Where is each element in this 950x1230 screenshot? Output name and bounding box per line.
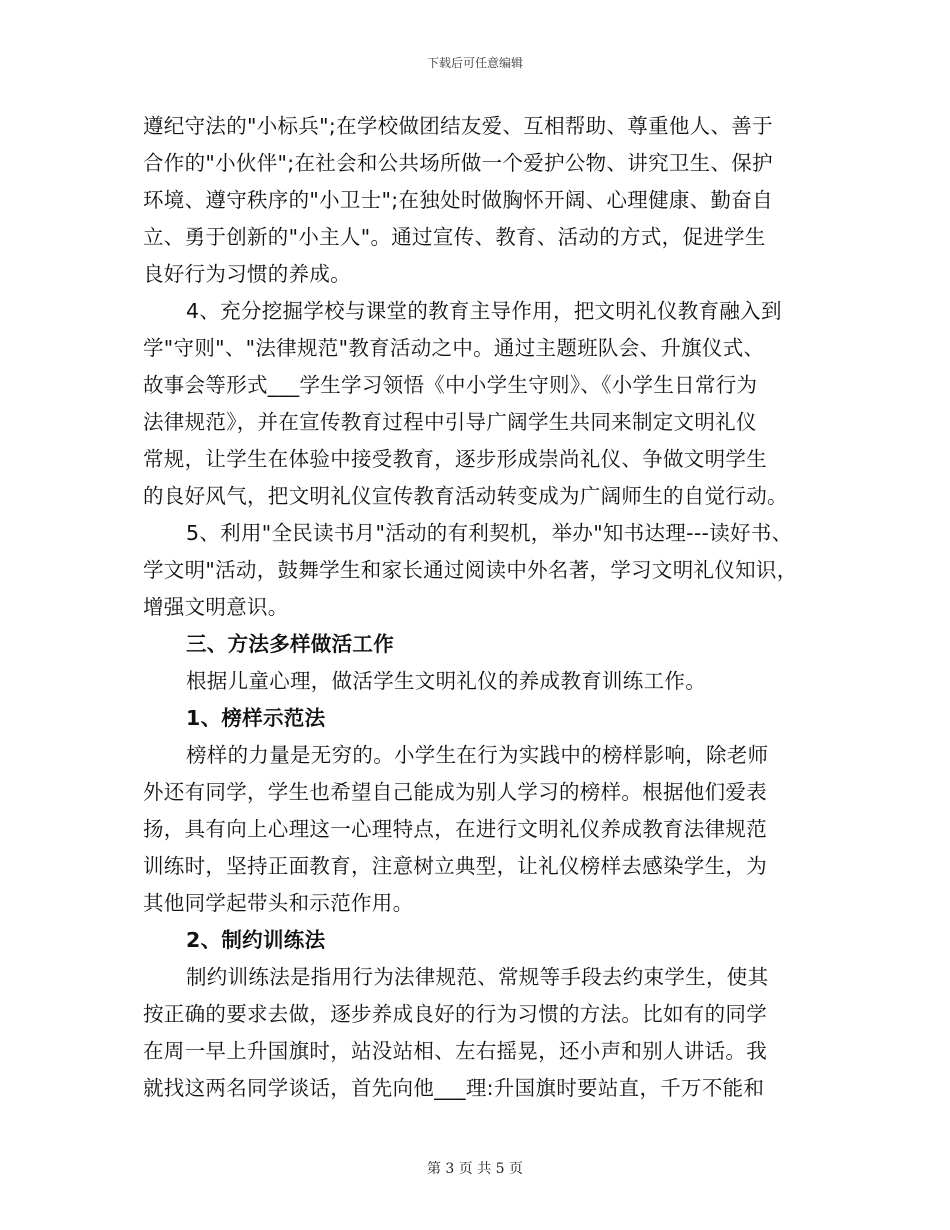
body-line: 按正确的要求去做，逐步养成良好的行为习惯的方法。比如有的同学 <box>143 1002 767 1026</box>
body-line: 训练时，坚持正面教育，注意树立典型，让礼仪榜样去感染学生，为 <box>143 854 767 878</box>
paragraph-start-line: 根据儿童心理，做活学生文明礼仪的养成教育训练工作。 <box>186 669 706 693</box>
body-line: 合作的"小伙伴";在社会和公共场所做一个爱护公物、讲究卫生、保护 <box>143 151 773 175</box>
body-line: 扬，具有向上心理这一心理特点，在进行文明礼仪养成教育法律规范 <box>143 817 767 841</box>
paragraph-start-line: 制约训练法是指用行为法律规范、常规等手段去约束学生，使其 <box>186 965 769 989</box>
body-line: 故事会等形式___学生学习领悟《中小学生守则》、《小学生日常行为 <box>143 373 758 397</box>
body-line: 增强文明意识。 <box>143 595 289 619</box>
body-line: 的良好风气，把文明礼仪宣传教育活动转变成为广阔师生的自觉行动。 <box>143 484 788 508</box>
paragraph-start-line: 5、利用"全民读书月"活动的有利契机，举办"知书达理---读好书、 <box>186 521 793 545</box>
body-line: 遵纪守法的"小标兵";在学校做团结友爱、互相帮助、尊重他人、善于 <box>143 114 773 138</box>
page-header: 下载后可任意编辑 <box>426 56 523 70</box>
body-line: 常规，让学生在体验中接受教育，逐步形成崇尚礼仪、争做文明学生 <box>143 447 767 471</box>
body-line: 良好行为习惯的养成。 <box>143 262 351 286</box>
section-heading: 三、方法多样做活工作 <box>186 632 394 656</box>
body-line: 就找这两名同学谈话，首先向他___理:升国旗时要站直，千万不能和 <box>143 1076 765 1100</box>
subsection-heading: 1、榜样示范法 <box>186 706 326 730</box>
body-line: 学文明"活动，鼓舞学生和家长通过阅读中外名著，学习文明礼仪知识， <box>143 558 798 582</box>
subsection-heading: 2、制约训练法 <box>186 928 326 952</box>
body-line: 其他同学起带头和示范作用。 <box>143 891 414 915</box>
body-line: 学"守则"、"法律规范"教育活动之中。通过主题班队会、升旗仪式、 <box>143 336 765 360</box>
page-number: 第 3 页 共 5 页 <box>426 1161 524 1177</box>
paragraph-start-line: 4、充分挖掘学校与课堂的教育主导作用，把文明礼仪教育融入到 <box>186 299 782 323</box>
body-line: 环境、遵守秩序的"小卫士";在独处时做胸怀开阔、心理健康、勤奋自 <box>143 188 773 212</box>
body-line: 在周一早上升国旗时，站没站相、左右摇晃，还小声和别人讲话。我 <box>143 1039 767 1063</box>
body-line: 法律规范》，并在宣传教育过程中引导广阔学生共同来制定文明礼仪 <box>143 410 757 434</box>
body-line: 立、勇于创新的"小主人"。通过宣传、教育、活动的方式，促进学生 <box>143 225 766 249</box>
paragraph-start-line: 榜样的力量是无穷的。小学生在行为实践中的榜样影响，除老师 <box>186 743 769 767</box>
body-line: 外还有同学，学生也希望自己能成为别人学习的榜样。根据他们爱表 <box>143 780 767 804</box>
